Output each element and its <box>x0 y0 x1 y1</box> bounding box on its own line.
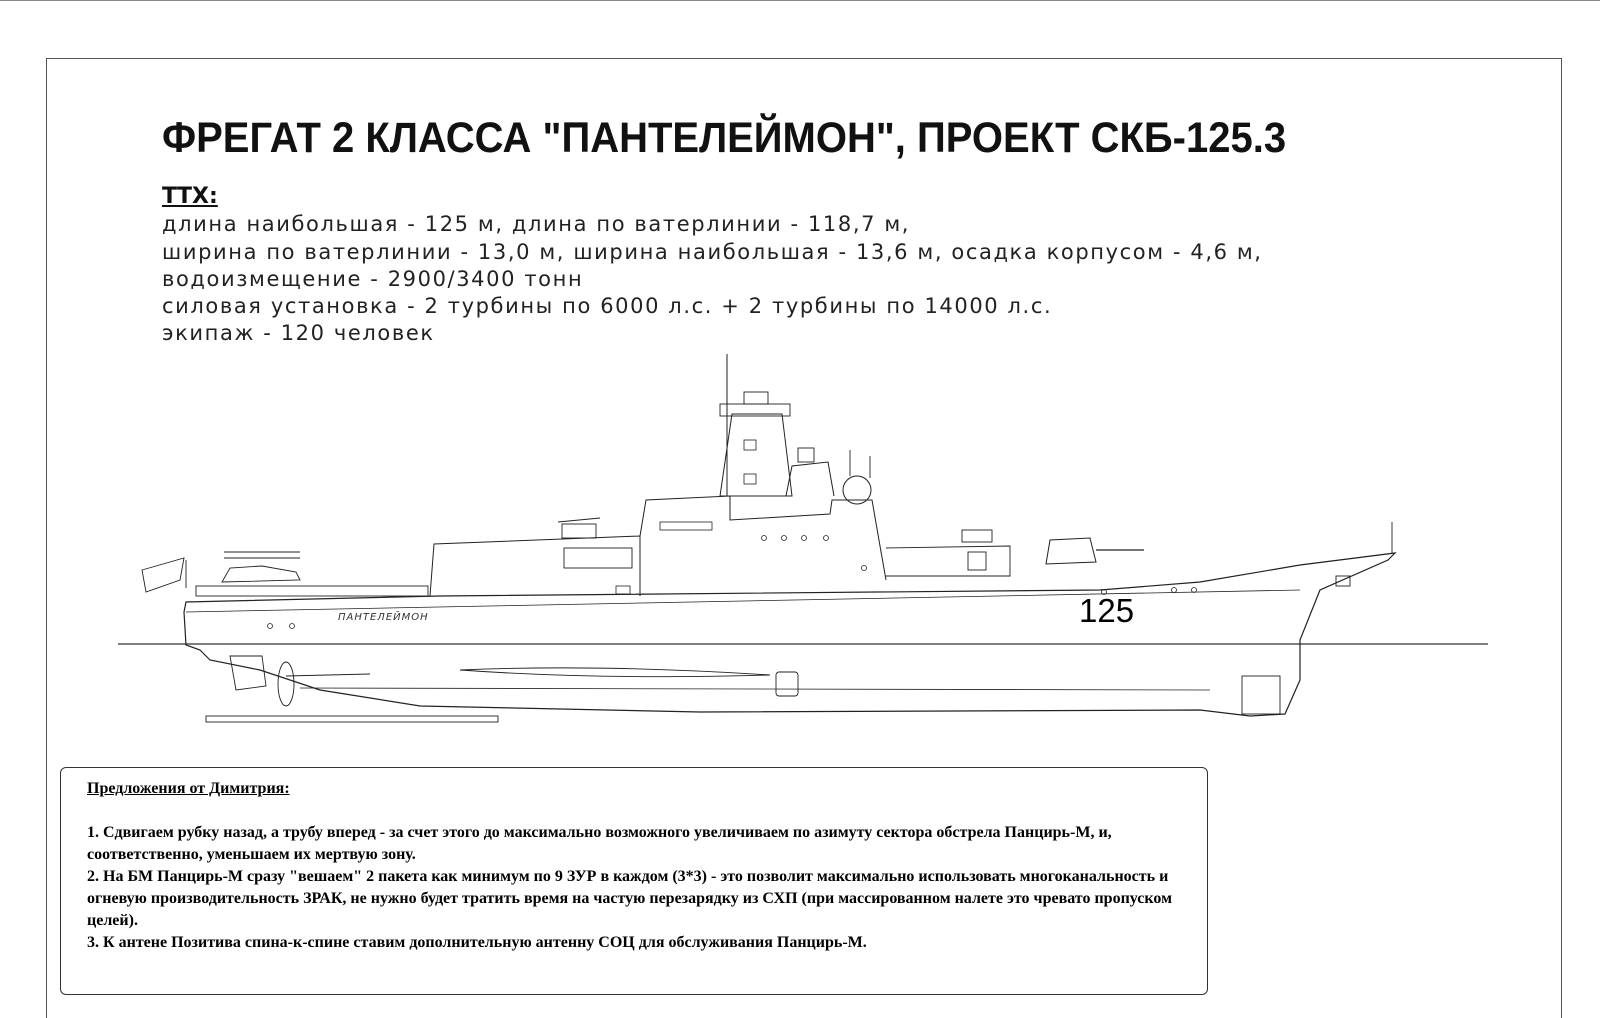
porthole <box>290 624 295 629</box>
aft-pantsir-mount <box>562 524 596 538</box>
scale-bar <box>206 716 498 722</box>
sonar-pod <box>776 672 798 696</box>
notes-box <box>60 767 1208 995</box>
spec-line-width: ширина по ватерлинии - 13,0 м, ширина наибольшая - 13,6 м, осадка корпусом - 4,6 м, <box>162 240 1263 264</box>
porthole <box>824 536 829 541</box>
hangar-door <box>564 548 632 568</box>
porthole <box>762 536 767 541</box>
ensign-flag <box>142 558 184 592</box>
forward-deckhouse <box>886 546 1010 576</box>
porthole <box>862 566 867 571</box>
note-item-3: 3. К антене Позитива спина-к-спине ставим дополнительную антенну СОЦ для обслуживания Панцирь-М. <box>87 934 867 951</box>
porthole <box>268 624 273 629</box>
note-item-2: 2. На БМ Панцирь-М сразу "вешаем" 2 пакета как минимум по 9 ЗУР в каждом (3*3) - это позволит максимально использовать многоканальность и огневую производительность ЗРАК, не нужно будет тратить время на частую перезарядку из СХП (при массированном налете это чревато пропуском целей). <box>87 868 1172 929</box>
note-item-1: 1. Сдвигаем рубку назад, а трубу вперед - за счет этого до максимально возможного увеличиваем по азимуту сектора обстрела Панцирь-М, и, соответственно, уменьшаем их мертвую зону. <box>87 824 1112 863</box>
helicopter <box>222 566 300 582</box>
propeller <box>278 662 294 706</box>
main-gun-turret <box>1046 538 1096 564</box>
mast-window-1 <box>744 440 756 450</box>
porthole <box>782 536 787 541</box>
notes-heading: Предложения от Димитрия: <box>87 780 290 797</box>
fwd-pantsir-base <box>968 552 986 570</box>
hull-number: 125 <box>1079 592 1135 629</box>
bow-sonar <box>1242 676 1280 714</box>
hull-outline <box>184 553 1395 716</box>
rudder <box>230 656 266 690</box>
hull-name: ПАНТЕЛЕЙМОН <box>338 612 429 623</box>
spec-line-crew: экипаж - 120 человек <box>162 321 435 345</box>
spec-line-displacement: водоизмещение - 2900/3400 тонн <box>162 267 584 291</box>
shaft <box>286 674 370 676</box>
mast-radar <box>744 392 768 404</box>
spec-line-powerplant: силовая установка - 2 турбины по 6000 л.с. + 2 турбины по 14000 л.с. <box>162 294 1053 318</box>
funnel-top <box>798 448 814 462</box>
bilge-keel <box>460 668 770 677</box>
keel-line <box>300 688 1210 690</box>
fwd-pantsir-mount <box>962 530 992 542</box>
helo-deck-rail <box>196 586 428 596</box>
page-title: ФРЕГАТ 2 КЛАССА "ПАНТЕЛЕЙМОН", ПРОЕКТ СКБ-125.3 <box>162 114 1287 162</box>
funnel <box>786 462 834 496</box>
spec-line-length: длина наибольшая - 125 м, длина по ватерлинии - 118,7 м, <box>162 212 911 236</box>
mast-window-2 <box>744 474 756 484</box>
porthole <box>802 536 807 541</box>
bridge-windows <box>660 522 712 530</box>
hull-hatch <box>616 586 630 594</box>
superstructure <box>640 496 886 580</box>
ttx-heading: ТТХ: <box>162 184 218 209</box>
porthole <box>1172 588 1177 593</box>
hangar <box>430 536 640 596</box>
aft-pantsir-launcher <box>558 518 600 522</box>
